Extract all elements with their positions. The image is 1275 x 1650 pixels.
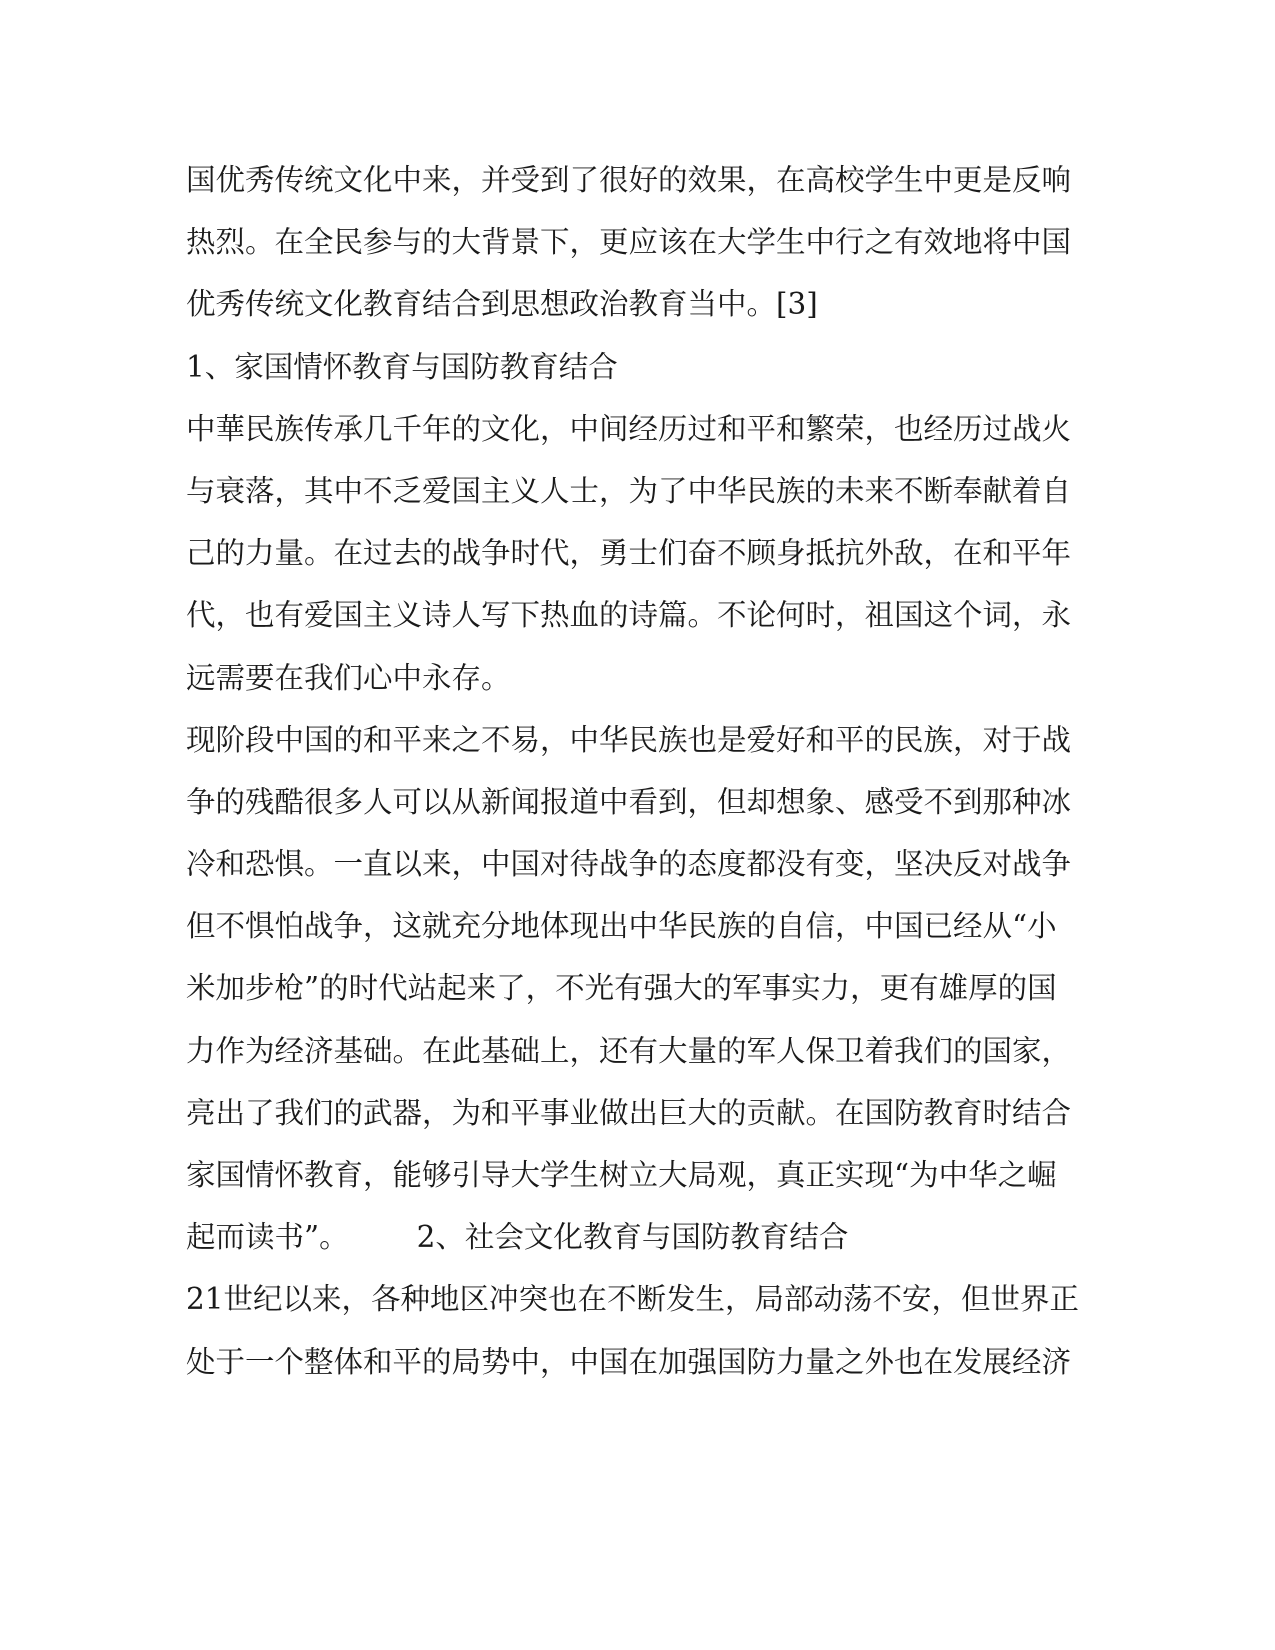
paragraph-line: 力作为经济基础。在此基础上，还有大量的军人保卫着我们的国家， [186,1033,1072,1068]
paragraph-line: 但不惧怕战争，这就充分地体现出中华民族的自信，中国已经从“小 [186,909,1057,944]
paragraph-line: 米加步枪”的时代站起来了，不光有强大的军事实力，更有雄厚的国 [186,971,1057,1006]
body-text [186,154,1080,1398]
paragraph-line: 冷和恐惧。一直以来，中国对待战争的态度都没有变，坚决反对战争 [186,847,1072,882]
paragraph-line: 中華民族传承几千年的文化，中间经历过和平和繁荣，也经历过战火 [186,411,1072,446]
paragraph-line: 亮出了我们的武器，为和平事业做出巨大的贡献。在国防教育时结合 [186,1095,1072,1130]
paragraph-line: 远需要在我们心中永存。 [186,660,511,695]
paragraph-line: 国优秀传统文化中来，并受到了很好的效果，在高校学生中更是反响 [186,163,1072,197]
paragraph-line: 代，也有爱国主义诗人写下热血的诗篇。不论何时，祖国这个词，永 [186,598,1072,633]
paragraph-line: 处于一个整体和平的局势中，中国在加强国防力量之外也在发展经济 [186,1344,1072,1379]
paragraph-line: 现阶段中国的和平来之不易，中华民族也是爱好和平的民族，对于战 [186,722,1072,757]
paragraph-line-with-heading [186,1211,1036,1273]
paragraph-end-text: 起而读书”。 [186,1220,349,1255]
section-heading-2: 2、社会文化教育与国防教育结合 [416,1220,849,1255]
paragraph-line: 21世纪以来，各种地区冲突也在不断发生，局部动荡不安，但世界正 [186,1282,1080,1317]
paragraph-line: 己的力量。在过去的战争时代，勇士们奋不顾身抵抗外敌，在和平年 [186,536,1072,571]
paragraph-line: 争的残酷很多人可以从新闻报道中看到，但却想象、感受不到那种冰 [186,784,1072,819]
paragraph-line: 家国情怀教育，能够引导大学生树立大局观，真正实现“为中华之崛 [186,1158,1057,1192]
paragraph-line: 与衰落，其中不乏爱国主义人士，为了中华民族的未来不断奉献着自 [186,473,1072,508]
section-heading-1: 1、家国情怀教育与国防教育结合 [186,349,618,384]
paragraph-line: 热烈。在全民参与的大背景下，更应该在大学生中行之有效地将中国 [186,225,1072,260]
paragraph-line: 优秀传统文化教育结合到思想政治教育当中。[3] [186,287,818,322]
